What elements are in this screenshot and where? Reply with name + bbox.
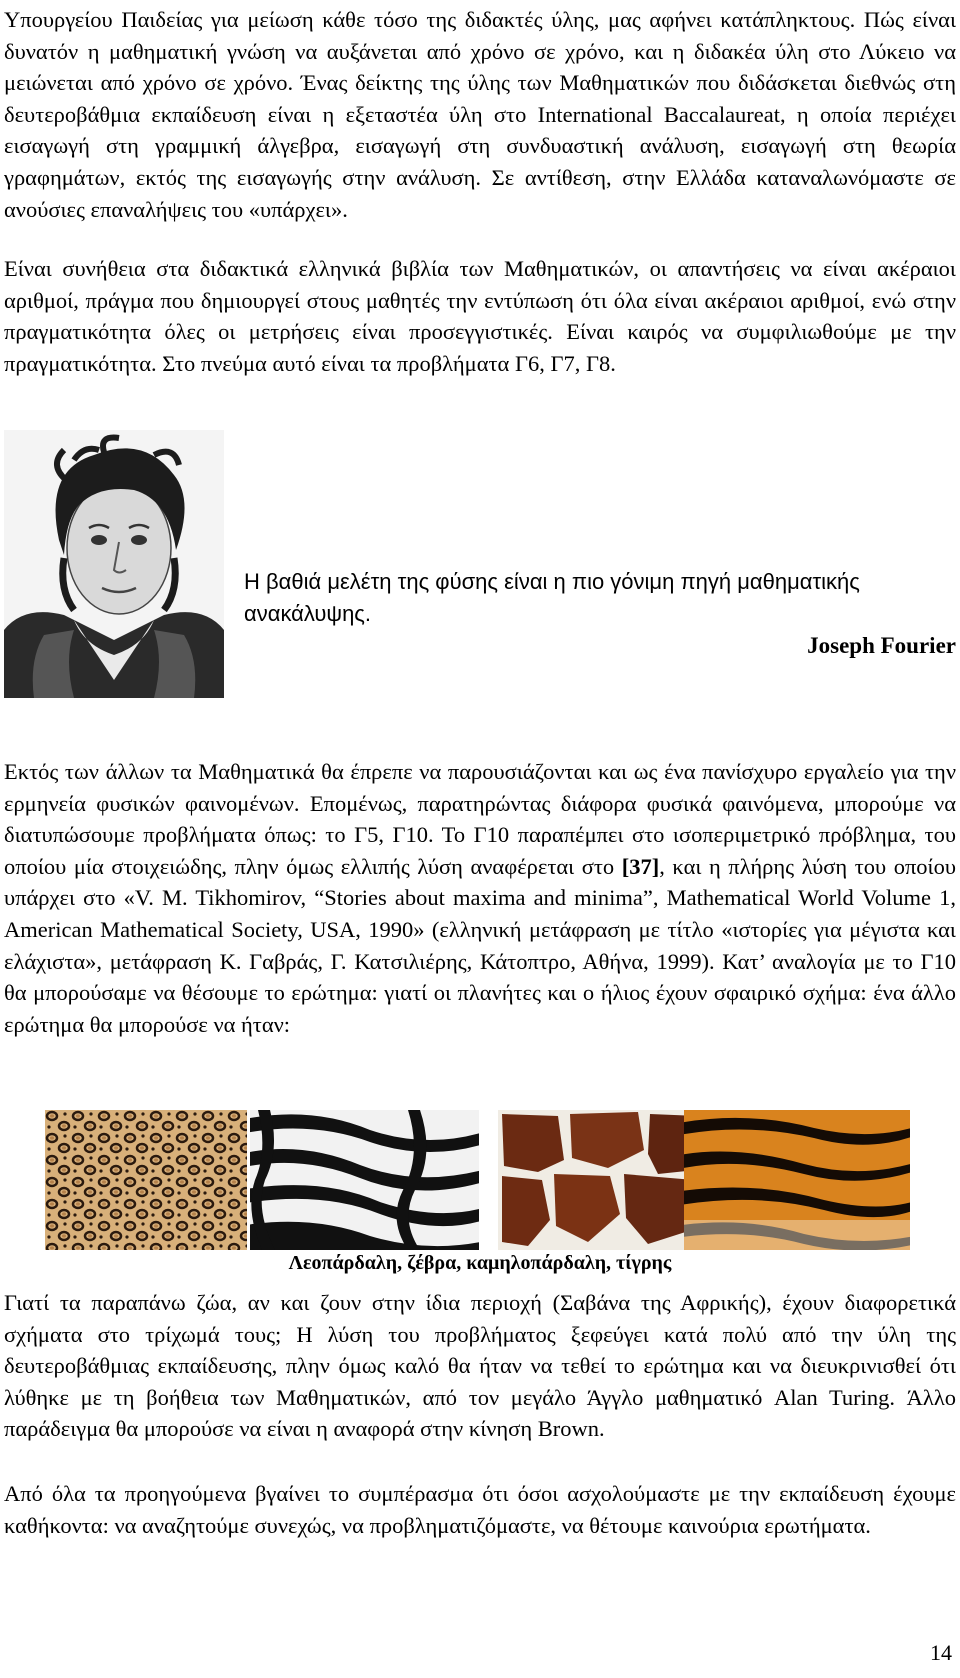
paragraph-text: , και η πλήρης λύση του οποίου υπάρχει στο «V. M. Tikhomirov, “Stories about maxima and minima”, Mathematical World Volume 1, American Mathematical Society, USA, 1990» (ελληνική μετάφραση με τίτλο «ιστορίες για μέγιστα και ελάχιστα», μετάφραση Κ. Γαβράς, Γ. Κατσιλιέρης, Κάτοπτρο, Αθήνα, 1999). Κατ’ αναλογία με το Γ10 θα μπορούσαμε να θέσουμε το ερώτημα: γιατί οι πλανήτες και ο ήλιος έχουν σφαιρικό σχήμα: ένα άλλο ερώτημα θα μπορούσε να ήταν: — [4, 853, 956, 1037]
paragraph-animal-patterns: Γιατί τα παραπάνω ζώα, αν και ζουν στην ίδια περιοχή (Σαβάνα της Αφρικής), έχουν διαφορετικά σχήματα στο τρίχωμά τους; Η λύση του προβλήματος ξεφεύγει κατά πολύ από την ύλη της δευτεροβάθμιας εκπαίδευσης, πλην όμως καλό θα ήταν να τεθεί το ερώτημα και να διευκρινισθεί ότι λύθηκε με τη βοήθεια των Μαθηματικών, από τον μεγάλο Άγγλο μαθηματικό Alan Turing. Άλλο παράδειγμα θα μπορούσε να είναι η αναφορά στην κίνηση Brown. — [4, 1290, 956, 1442]
quote-text: Η βαθιά μελέτη της φύσης είναι η πιο γόνιμη πηγή μαθηματικής ανακάλυψης. — [244, 569, 860, 626]
paragraph-integer-answers: Είναι συνήθεια στα διδακτικά ελληνικά βιβλία των Μαθηματικών, οι απαντήσεις να είναι ακέραιοι αριθμοί, πράγμα που δημιουργεί στους μαθητές την εντύπωση ότι όλα είναι ακέραιοι αριθμοί, ενώ στην πραγματικότητα όλες οι μετρήσεις είναι προσεγγιστικές. Είναι καιρός να συμφιλιωθούμε με την πραγματικότητα. Στο πνεύμα αυτό είναι τα προβλήματα Γ6, Γ7, Γ8. — [4, 256, 956, 376]
giraffe-pattern-image — [498, 1110, 701, 1250]
page-number: 14 — [930, 1640, 952, 1665]
paragraph-physical-phenomena — [4, 756, 956, 1040]
zebra-pattern-image — [250, 1110, 479, 1250]
quote-block — [244, 566, 956, 658]
figure-caption: Λεοπάρδαλη, ζέβρα, καμηλοπάρδαλη, τίγρης — [288, 1252, 672, 1274]
tiger-pattern-image — [684, 1110, 910, 1250]
quote-author: Joseph Fourier — [807, 633, 956, 658]
paragraph-conclusion: Από όλα τα προηγούμενα βγαίνει το συμπέρασμα ότι όσοι ασχολούμαστε με την εκπαίδευση έχουμε καθήκοντα: να αναζητούμε συνεχώς, να προβληματιζόμαστε, να θέτουμε καινούρια ερωτήματα. — [4, 1481, 956, 1538]
paragraph-curriculum: Υπουργείου Παιδείας για μείωση κάθε τόσο της διδακτές ύλης, μας αφήνει κατάπληκτους. Πώς είναι δυνατόν η μαθηματική γνώση να αυξάνεται από χρόνο σε χρόνο, και η διδακέα ύλη στο Λύκειο να μειώνεται από χρόνο σε χρόνο. Ένας δείκτης της ύλης των Μαθηματικών που διδάσκεται διεθνώς στη δευτεροβάθμια εκπαίδευση είναι η εξεταστέα ύλη στο International Baccalaureat, η οποία περιέχει εισαγωγή στη γραμμική άλγεβρα, εισαγωγή στη συνδυαστική ανάλυση, εισαγωγή στη θεωρία γραφημάτων, εκτός της εισαγωγής στην ανάλυση. Σε αντίθεση, στην Ελλάδα καταναλωνόμαστε σε ανούσιες επαναλήψεις του «υπάρχει». — [4, 7, 956, 222]
leopard-pattern-image — [45, 1110, 247, 1250]
paragraph-text: Εκτός των άλλων τα Μαθηματικά θα έπρεπε να παρουσιάζονται και ως ένα πανίσχυρο εργαλείο για την ερμηνεία φυσικών φαινομένων. Επομένως, παρατηρώντας διάφορα φυσικά φαινόμενα, μπορούμε να διατυπώσουμε προβλήματα όπως: το Γ5, Γ10. Το Γ10 παραπέμπει στο ισοπεριμετρικό πρόβλημα, του οποίου μία στοιχειώδης, πλην όμως ελλιπής λύση αναφέρεται στο — [4, 759, 956, 879]
joseph-fourier-portrait — [4, 430, 224, 698]
reference-link: [37] — [621, 853, 660, 879]
